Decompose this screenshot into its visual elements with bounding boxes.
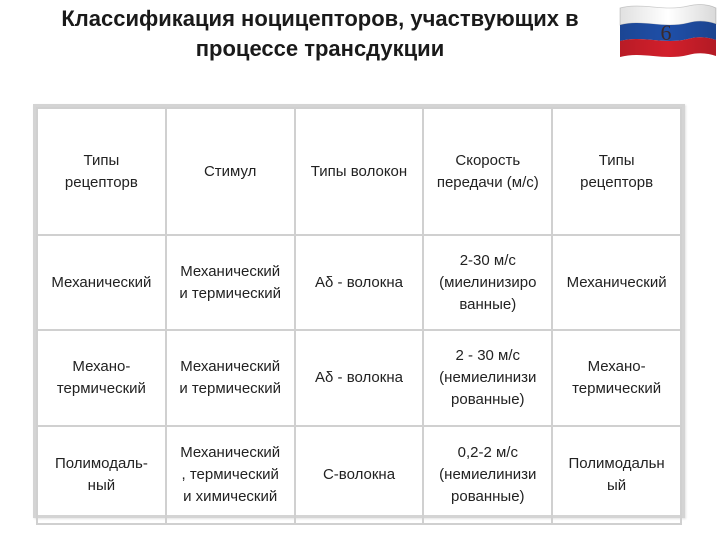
table-cell: Механический	[37, 235, 166, 330]
header-cell: Типы рецепторв	[552, 108, 681, 235]
table-cell: Механический и термический	[166, 235, 295, 330]
table-row	[37, 235, 681, 330]
table-cell: Механо- термический	[552, 330, 681, 426]
table-cell: С-волокна	[295, 426, 424, 524]
table-row	[37, 426, 681, 524]
table-row	[37, 330, 681, 426]
table-cell: Механический , термический и химический	[166, 426, 295, 524]
table-cell: 0,2-2 м/с (немиелинизи рованные)	[423, 426, 552, 524]
nociceptor-table	[33, 104, 685, 518]
table-cell: 2 - 30 м/с (немиелинизи рованные)	[423, 330, 552, 426]
header-cell: Стимул	[166, 108, 295, 235]
table-cell: Полимодаль- ный	[37, 426, 166, 524]
table-cell: 2-30 м/с (миелинизиро ванные)	[423, 235, 552, 330]
slide-title-line-1: Классификация ноцицепторов, участвующих в	[61, 6, 579, 31]
table-cell: Механический	[552, 235, 681, 330]
table-cell: Aδ - волокна	[295, 235, 424, 330]
header-cell: Типы рецепторв	[37, 108, 166, 235]
table-header-row	[37, 108, 681, 235]
table-cell: Механо- термический	[37, 330, 166, 426]
header-cell: Типы волокон	[295, 108, 424, 235]
table-cell: Полимодальн ый	[552, 426, 681, 524]
header-cell: Скорость передачи (м/с)	[423, 108, 552, 235]
table-cell: Aδ - волокна	[295, 330, 424, 426]
slide-title-line-2: процессе трансдукции	[195, 36, 445, 61]
table-cell: Механический и термический	[166, 330, 295, 426]
slide-title	[60, 4, 580, 64]
slide-number: 6	[660, 20, 672, 45]
